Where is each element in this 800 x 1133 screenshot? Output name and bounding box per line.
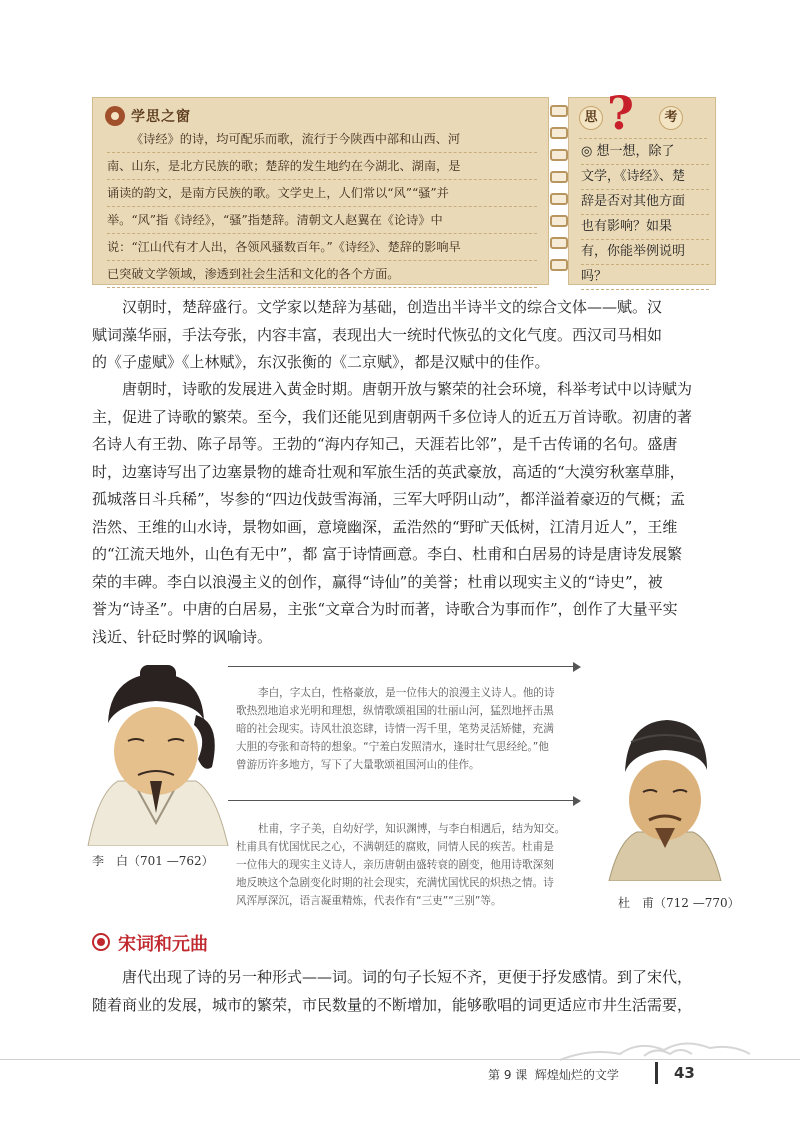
text-line: 唐朝时，诗歌的发展进入黄金时期。唐朝开放与繁荣的社会环境，科举考试中以诗赋为 <box>122 380 693 398</box>
bio-line: 曾游历许多地方，写下了大量歌颂祖国河山的佳作。 <box>236 759 480 771</box>
ring-icon <box>550 127 568 139</box>
bio-line: 杜甫具有忧国忧民之心，不满朝廷的腐败，同情人民的疾苦。杜甫是 <box>236 841 554 853</box>
window-line: 南、山东，是北方民族的歌；楚辞的发生地约在今湖北、湖南，是 <box>107 153 537 180</box>
lesson-title: 辉煌灿烂的文学 <box>534 1068 619 1082</box>
text-line: 时，边塞诗写出了边塞景物的雄奇壮观和军旅生活的英武豪放，高适的“大漠穷秋塞草腓， <box>92 462 685 481</box>
think-text <box>581 140 709 290</box>
window-text <box>107 126 537 288</box>
bio-line: 地反映这个急剧变化时期的社会现实，充满忧国忧民的炽热之情。诗 <box>236 877 554 889</box>
text-line: 的《子虚赋》《上林赋》，东汉张衡的《二京赋》，都是汉赋中的佳作。 <box>92 353 550 371</box>
think-line: 吗？ <box>581 265 709 290</box>
paragraph-han <box>92 294 714 377</box>
window-title: 学思之窗 <box>131 109 191 125</box>
du-fu-caption: 杜 甫（712 —770） <box>618 896 740 910</box>
ring-icon <box>550 171 568 183</box>
think-label-left: 思 <box>579 106 603 130</box>
text-line: 随着商业的发展，城市的繁荣，市民数量的不断增加，能够歌唱的词更适应市井生活需要， <box>92 995 693 1014</box>
window-line: 说：“江山代有才人出，各领风骚数百年。”《诗经》、楚辞的影响早 <box>107 234 537 261</box>
divider <box>579 138 707 139</box>
think-line: 也有影响？如果 <box>581 215 709 240</box>
ring-icon <box>550 259 568 271</box>
text-line: 赋词藻华丽，手法夸张，内容丰富，表现出大一统时代恢弘的文化气度。西汉司马相如 <box>92 325 663 344</box>
ring-icon <box>550 237 568 249</box>
text-line: 荣的丰碑。李白以浪漫主义的创作，赢得“诗仙”的美誉；杜甫以现实主义的“诗史”，被 <box>92 572 663 591</box>
paragraph-song <box>92 964 714 1019</box>
bio-line: 歌热烈地追求光明和理想，纵情歌颂祖国的壮丽山河，猛烈地抨击黑 <box>236 705 554 717</box>
bio-line: 杜甫，字子美，自幼好学，知识渊博，与李白相遇后，结为知交。 <box>258 823 566 835</box>
du-fu-portrait <box>605 708 725 881</box>
window-line: 举。“风”指《诗经》，“骚”指楚辞。清朝文人赵翼在《论诗》中 <box>107 207 537 234</box>
study-window-box <box>92 97 549 285</box>
question-mark-icon: ? <box>607 86 634 140</box>
think-box <box>568 86 716 285</box>
li-bai-bio <box>236 684 586 774</box>
paragraph-tang <box>92 376 714 651</box>
bio-line: 李白，字太白，性格豪放，是一位伟大的浪漫主义诗人。他的诗 <box>258 687 555 699</box>
window-line: 已突破文学领域，渗透到社会生活和文化的各个方面。 <box>107 261 537 288</box>
window-title-icon <box>105 106 125 126</box>
page-number: 43 <box>674 1064 695 1082</box>
divider-rule <box>228 800 574 801</box>
text-line: 的“江流天地外，山色有无中”，都 富于诗情画意。李白、杜甫和白居易的诗是唐诗发展繁 <box>92 545 683 563</box>
li-bai-portrait <box>78 663 234 846</box>
text-line: 主，促进了诗歌的繁荣。至今，我们还能见到唐朝两千多位诗人的近五万首诗歌。初唐的著 <box>92 407 693 426</box>
text-line: 浩然、王维的山水诗，景物如画，意境幽深，孟浩然的“野旷天低树，江清月近人”，王维 <box>92 517 678 536</box>
footer-rule <box>0 1059 800 1060</box>
footer-lesson <box>488 1066 619 1083</box>
lesson-number: 第 9 课 <box>488 1068 528 1082</box>
text-line: 名诗人有王勃、陈子昂等。王勃的“海内存知己，天涯若比邻”，是千古传诵的名句。盛唐 <box>92 435 678 453</box>
bio-line: 一位伟大的现实主义诗人，亲历唐朝由盛转衰的剧变，他用诗歌深刻 <box>236 859 554 871</box>
text-line: 誉为“诗圣”。中唐的白居易，主张“文章合为时而著，诗歌合为事而作”，创作了大量平实 <box>92 600 678 618</box>
text-line: 孤城落日斗兵稀”，岑参的“四边伐鼓雪海涌，三军大呼阴山动”，都洋溢着豪迈的气概；孟 <box>92 490 686 508</box>
ring-icon <box>550 149 568 161</box>
ring-icon <box>550 193 568 205</box>
li-bai-caption: 李 白（701 —762） <box>92 854 214 868</box>
think-line: 有，你能举例说明 <box>581 240 709 265</box>
binding-rings <box>548 97 568 283</box>
think-line: ◎ 想一想，除了 <box>581 140 709 165</box>
text-line: 唐代出现了诗的另一种形式——词。词的句子长短不齐，更便于抒发感情。到了宋代， <box>122 968 693 986</box>
text-line: 汉朝时，楚辞盛行。文学家以楚辞为基础，创造出半诗半文的综合文体——赋。汉 <box>122 298 663 316</box>
divider-rule <box>228 666 574 667</box>
bio-line: 风浑厚深沉，语言凝重精炼，代表作有“三吏”“三别”等。 <box>236 895 502 907</box>
window-line: 诵读的韵文，是南方民族的歌。文学史上，人们常以“风”“骚”并 <box>107 180 537 207</box>
think-line: 文学，《诗经》、楚 <box>581 165 709 190</box>
bio-line: 大胆的夸张和奇特的想象。“宁羞白发照清水，逢时壮气思经纶。”他 <box>236 741 549 753</box>
text-line: 浅近、针砭时弊的讽喻诗。 <box>92 627 273 646</box>
ring-icon <box>550 105 568 117</box>
think-label-right: 考 <box>659 106 683 130</box>
section-title: 宋词和元曲 <box>118 934 208 955</box>
window-line: 《诗经》的诗，均可配乐而歌，流行于今陕西中部和山西、河 <box>107 126 537 153</box>
window-header <box>101 102 191 126</box>
du-fu-bio <box>236 820 586 910</box>
section-bullet-icon <box>92 933 110 951</box>
footer-bar <box>655 1062 658 1084</box>
section-heading <box>92 930 208 956</box>
bio-line: 暗的社会现实。诗风壮浪恣肆，诗情一泻千里，笔势灵活矫健，充满 <box>236 723 554 735</box>
ring-icon <box>550 215 568 227</box>
think-line: 辞是否对其他方面 <box>581 190 709 215</box>
arrow-right-icon <box>573 796 581 806</box>
arrow-right-icon <box>573 662 581 672</box>
